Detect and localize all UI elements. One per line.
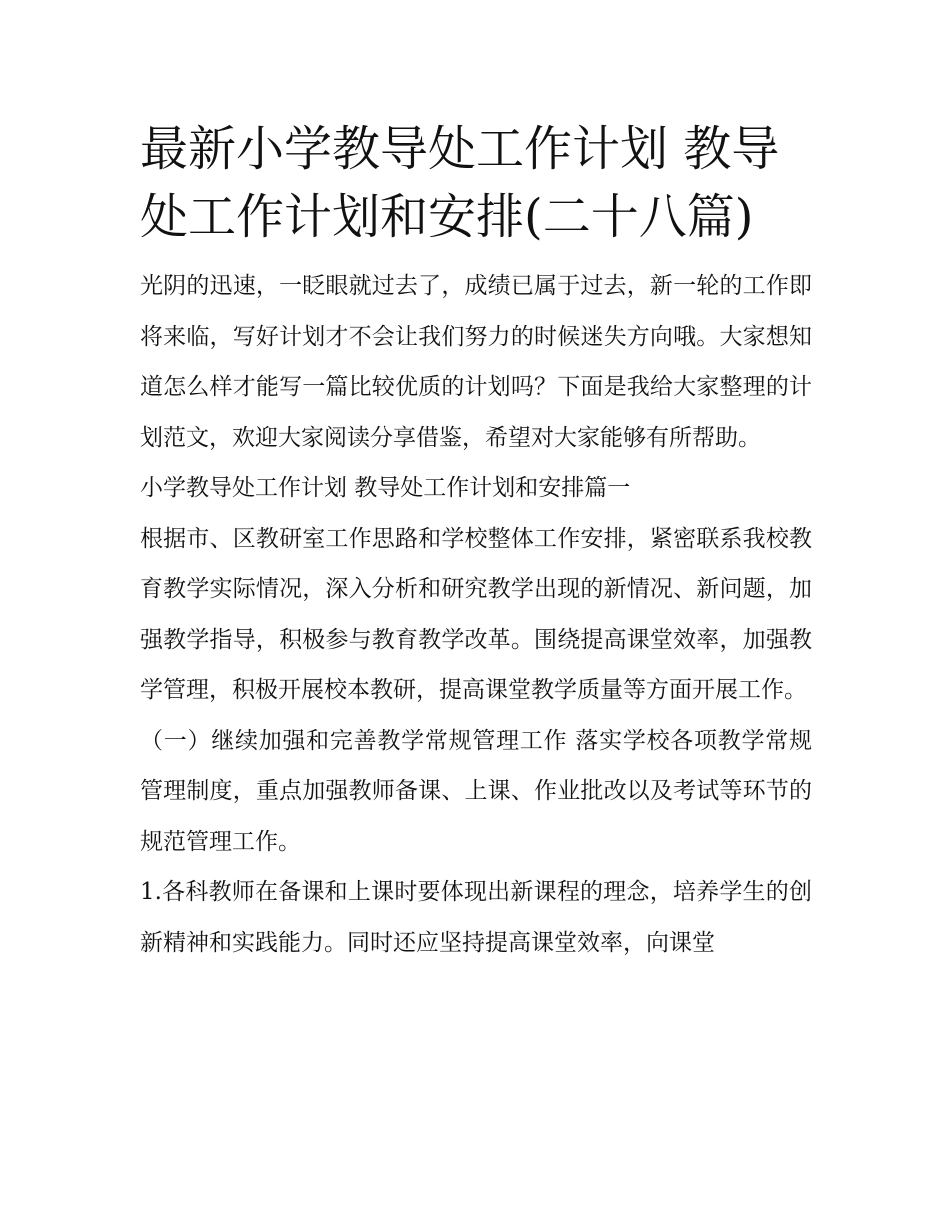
body-paragraph: 根据市、区教研室工作思路和学校整体工作安排，紧密联系我校教育教学实际情况，深入分析和研究教学出现的新情况、新问题，加强教学指导，积极参与教育教学改革。围绕提高课堂效率，加强教学管理，积极开展校本教研，提高课堂教学质量等方面开展工作。 bbox=[140, 525, 812, 703]
subsection-paragraph: （一）继续加强和完善教学常规管理工作 落实学校各项教学常规管理制度，重点加强教师备课、上课、作业批改以及考试等环节的规范管理工作。 bbox=[140, 727, 812, 855]
document-title: 最新小学教导处工作计划 教导处工作计划和安排(二十八篇) bbox=[140, 121, 780, 245]
intro-paragraph: 光阴的迅速，一眨眼就过去了，成绩已属于过去，新一轮的工作即将来临，写好计划才不会让我们努力的时候迷失方向哦。大家想知道怎么样才能写一篇比较优质的计划吗？下面是我给大家整理的计划范文，欢迎大家阅读分享借鉴，希望对大家能够有所帮助。 bbox=[140, 273, 812, 451]
list-item-paragraph: 1.各科教师在备课和上课时要体现出新课程的理念，培养学生的创新精神和实践能力。同时还应坚持提高课堂效率，向课堂 bbox=[140, 879, 812, 956]
document-page bbox=[140, 115, 812, 968]
section-heading: 小学教导处工作计划 教导处工作计划和安排篇一 bbox=[140, 475, 631, 501]
